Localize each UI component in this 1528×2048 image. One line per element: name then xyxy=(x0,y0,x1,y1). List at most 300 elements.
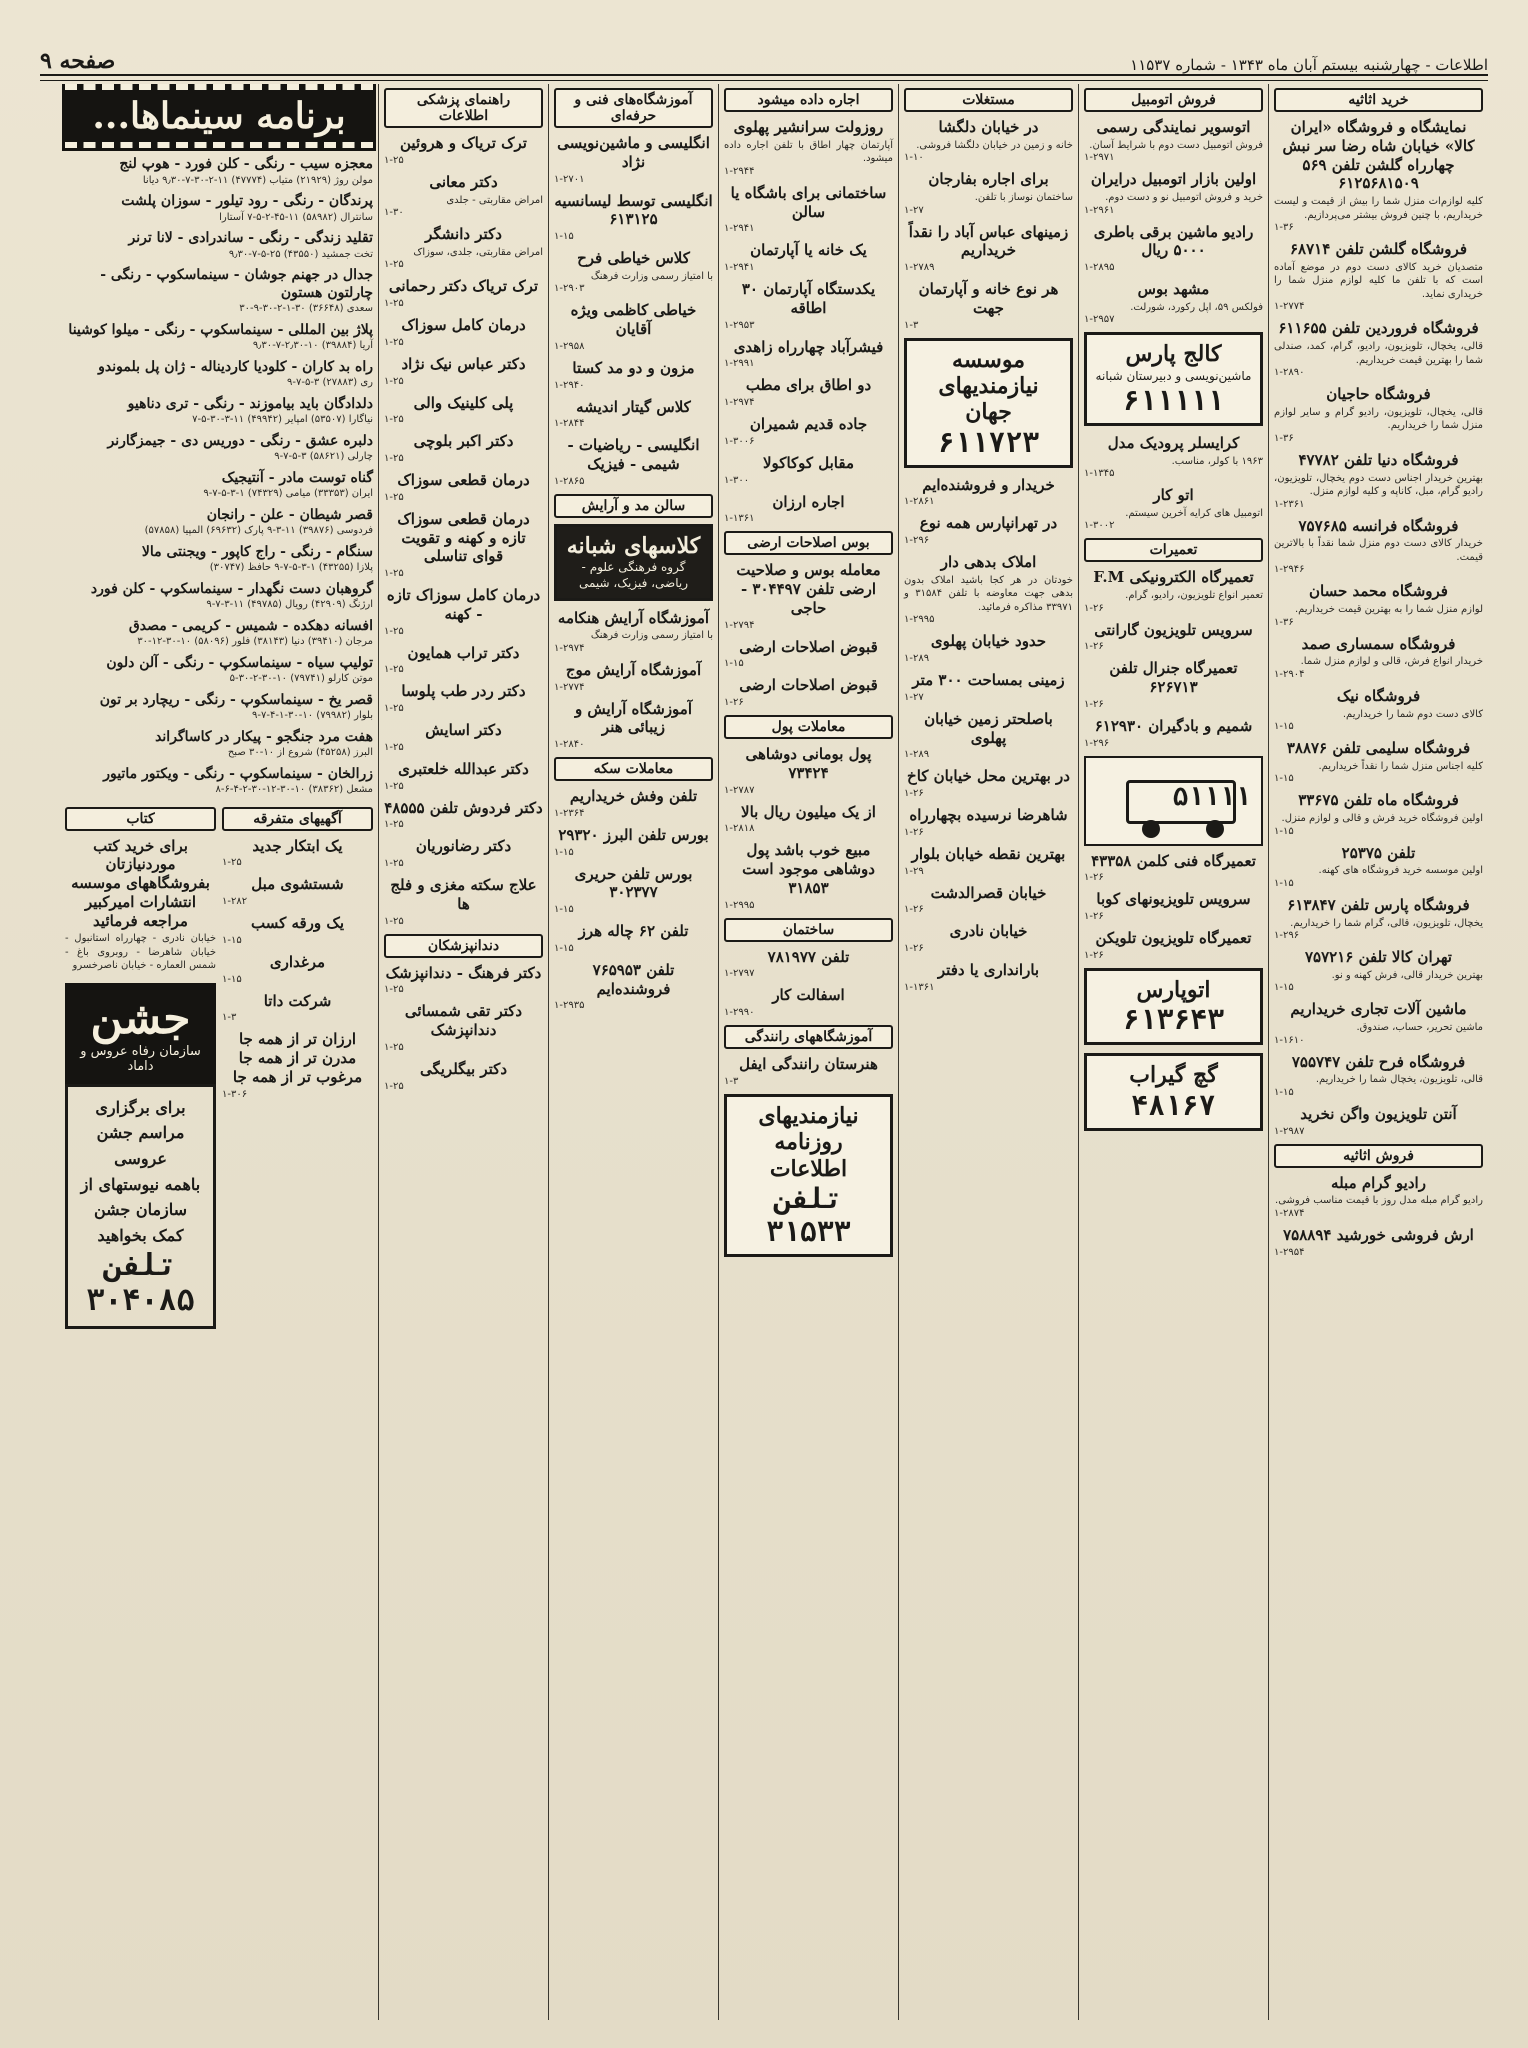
ad-title: فروشگاه دنیا تلفن ۴۷۷۸۲ xyxy=(1298,450,1459,469)
ad-body: قالی، یخچال، تلویزیون، رادیو، گرام، کمد، صندلی شما را بهترین قیمت خریداریم. xyxy=(1274,341,1483,366)
classified-ad xyxy=(554,301,713,352)
ad-title: فروشگاه حاجیان xyxy=(1326,385,1431,403)
ad-title: درمان قطعی سوزاک xyxy=(397,471,530,489)
wheel-icon xyxy=(1142,820,1160,838)
classified-ad xyxy=(1274,1226,1483,1258)
ad-title: تعمیرگاه الکترونیکی F.M xyxy=(1093,568,1254,587)
ad-title: ساختمانی برای باشگاه یا سالن xyxy=(730,183,887,221)
ad-code: ۱-۲۶ xyxy=(1084,872,1104,884)
ad-code: ۱-۲۵ xyxy=(384,154,404,166)
ad-body: با امتیاز رسمی وزارت فرهنگ xyxy=(590,630,713,642)
ad-code: ۱-۲۵ xyxy=(384,858,404,869)
ad-title: تهران کالا تلفن ۷۵۷۲۱۶ xyxy=(1305,948,1452,966)
ad-title: درمان قطعی سوزاک تازه و کهنه و تقویت قوای تناسلی xyxy=(397,509,530,566)
ad-title: درمان کامل سوزاک xyxy=(401,316,526,334)
classified-ad xyxy=(384,876,543,927)
classified-ad xyxy=(554,249,713,294)
ad-code: ۱-۲۹۵۸ xyxy=(554,340,585,352)
ad-title: یکدستگاه آپارتمان ۳۰ اطاقه xyxy=(741,280,876,317)
classified-ad xyxy=(222,837,373,869)
ad-title: حدود خیابان پهلوی xyxy=(930,632,1047,651)
classified-ad xyxy=(904,223,1073,274)
film-times: تخت جمشید (۴۳۵۵۰) ۲۵-۵-۷-۹٫۳۰ xyxy=(228,248,373,260)
film-times: پلازا (۴۳۲۵۵) ۱-۳-۵-۷-۹ حافظ (۳۰۷۴۷) xyxy=(209,562,373,573)
ad-title: مبیع خوب باشد پول دوشاهی موجود است ۳۱۸۵۳ xyxy=(742,841,875,897)
ad-title: دکتر رضانوریان xyxy=(415,837,512,856)
display-ad-recruit xyxy=(904,338,1073,468)
classified-ad xyxy=(1084,170,1263,215)
ad-code: ۱-۲۵ xyxy=(384,1041,404,1053)
ad-code: ۱-۲۹۴۰ xyxy=(554,379,585,391)
ad-code: ۱-۲۷ xyxy=(904,204,924,216)
classified-ad xyxy=(554,700,713,751)
film-title: دلبره عشق - رنگی - دوریس دی - جیمزگارنر xyxy=(107,432,373,449)
ad-code: ۱-۲۵ xyxy=(384,1080,404,1092)
classified-ad xyxy=(384,471,543,503)
classifieds-columns xyxy=(40,84,1488,2020)
classified-ad xyxy=(904,806,1073,838)
classified-ad xyxy=(554,865,713,916)
ad-code: ۱-۲۵ xyxy=(222,857,242,869)
classified-ad xyxy=(724,841,893,910)
ad-title: تعمیرگاه تلویزیون تلویکن xyxy=(1095,929,1252,948)
film-times: البرز (۴۵۲۵۸) شروع از ۱۰-۳۰ صبح xyxy=(227,747,373,758)
classified-ad xyxy=(1274,240,1483,312)
section-heading: آموزشگاههای رانندگی xyxy=(724,1025,893,1049)
classified-ad xyxy=(1084,659,1263,710)
ad-code: ۱-۲۵ xyxy=(384,819,404,831)
ad-title: ماشین آلات تجاری خریداریم xyxy=(1290,1000,1467,1019)
ad-title: کرایسلر پرودیک مدل xyxy=(1107,433,1240,452)
classified-ad xyxy=(384,316,543,348)
ad-title: رادیو گرام مبله xyxy=(1331,1173,1426,1192)
ad-body: خرید و فروش اتومبیل نو و دست دوم. xyxy=(1105,192,1263,203)
section-heading: راهنمای پزشکی اطلاعات xyxy=(384,88,543,128)
ad-code: ۱-۳۰۰۲ xyxy=(1084,520,1115,532)
cinema-banner: برنامه سینماها... xyxy=(65,84,373,148)
film-title: تقلید زندگی - رنگی - ساندرادی - لانا ترنر xyxy=(128,230,373,246)
delivery-truck-ad xyxy=(1084,756,1263,846)
ad-body: خریدار کالای دست دوم منزل شما نقداً با بالاترین قیمت. xyxy=(1274,538,1483,563)
jashn-org: سازمان رفاه عروس و داماد xyxy=(80,1043,201,1074)
classified-ad xyxy=(904,476,1073,508)
ad-code: ۱-۲۸۹۵ xyxy=(1084,262,1115,273)
ad-code: ۱-۲۵ xyxy=(384,259,404,271)
ad-title: دکتر تقی شمسائی دندانپزشک xyxy=(404,1002,523,1039)
classified-ad xyxy=(904,170,1073,215)
film-listing xyxy=(65,507,373,538)
ad-code: ۱-۳۰۶ xyxy=(222,1088,248,1100)
film-title: راه بد کاران - کلودیا کاردیناله - ژان پل بلموندو xyxy=(98,358,373,375)
ad-code: ۱-۲۶ xyxy=(1084,698,1104,710)
column-cars xyxy=(1078,84,1268,2020)
ad-code: ۱-۲۹۰۳ xyxy=(554,283,585,295)
ad-title: فروشگاه فرانسه ۷۵۷۶۸۵ xyxy=(1298,516,1459,535)
ad-title: معامله بوس و صلاحیت ارضی تلفن ۳۰۴۴۹۷ - حاجی xyxy=(736,561,881,617)
film-title: گروهبان دست نگهدار - سینماسکوپ - کلن فورد xyxy=(90,580,373,597)
ad-code: ۱-۱۵ xyxy=(554,846,574,858)
ad-code: ۱-۲۹۹۵ xyxy=(724,899,755,911)
classified-ad xyxy=(1084,434,1263,479)
ad-code: ۱-۱۶۱۰ xyxy=(1274,1034,1305,1046)
ad-title: اتوسویر نمایندگی رسمی xyxy=(1096,118,1251,136)
section-heading: ساختمان xyxy=(724,918,893,942)
ad-body: با امتیاز رسمی وزارت فرهنگ xyxy=(590,270,713,282)
cinema-bottom xyxy=(65,803,373,1330)
ad-code: ۱-۲۹۶ xyxy=(1084,737,1110,749)
ad-code: ۱-۲۹ xyxy=(904,865,924,877)
display-ad-phone: ۶۱۳۶۴۳ xyxy=(1122,1003,1225,1037)
ad-code: ۱-۳۶ xyxy=(1274,432,1294,444)
classified-ad xyxy=(384,277,543,309)
ad-code: ۱-۲۶ xyxy=(1084,602,1104,614)
ad-code: ۱-۲۶ xyxy=(904,826,924,838)
ad-title: نمایشگاه و فروشگاه «ایران کالا» خیابان شاه ‌رضا سر نبش چهارراه گلشن تلفن ۵۶۹‍ ۶۱۲۵۶۸۱۵۰۹ xyxy=(1282,118,1475,193)
film-times: آریا (۳۹۸۸۴) ۱۰-۲٫۳۰-۷-۹٫۳۰ xyxy=(252,340,373,351)
ad-title: تلفن ۶۲ چاله هرز xyxy=(578,922,689,941)
ad-title: سرویس تلویزیون گارانتی xyxy=(1094,620,1253,639)
ad-title: جاده قدیم شمیران xyxy=(749,415,868,433)
ad-code: ۱-۲۹۸۷ xyxy=(1274,1125,1305,1137)
ad-body: امراض مقاربتی - جلدی xyxy=(446,194,543,206)
ad-title: تعمیرگاه فنی کلمن ۴۳۳۵۸ xyxy=(1091,851,1256,870)
column-rent xyxy=(718,84,898,2020)
display-ad-autopars xyxy=(1084,968,1263,1045)
film-listing xyxy=(65,766,373,797)
film-times: بلوار (۷۹۹۸۲) ۱۰-۳۰-۱-۴-۷-۹ xyxy=(252,710,373,721)
classified-ad xyxy=(384,964,543,996)
film-times: ارژنگ (۴۲۹۰۹) رویال (۴۹۷۸۵) ۱۱-۳-۷-۹ xyxy=(206,599,373,610)
ad-body: ساختمان نوساز با تلفن. xyxy=(974,192,1073,203)
ad-code: ۱-۲۵ xyxy=(384,625,404,637)
ad-code: ۱-۲۵ xyxy=(384,703,404,714)
jashn-logo-box xyxy=(65,983,216,1084)
ad-code: ۱-۲۹۷۴ xyxy=(554,642,585,654)
classified-ad xyxy=(384,1002,543,1053)
wheel-icon xyxy=(1206,820,1224,838)
classified-ad xyxy=(384,355,543,387)
ad-body: امراض مقاربتی، جلدی، سوزاک xyxy=(413,246,543,258)
ad-code: ۱-۲۹۹۱ xyxy=(724,358,755,370)
ad-code: ۱-۱۵ xyxy=(554,231,574,242)
ad-code: ۱-۲۷۷۴ xyxy=(1274,301,1305,313)
ad-code: ۱-۲۶ xyxy=(904,943,924,955)
misc-ads xyxy=(222,837,373,1100)
classified-ad xyxy=(1274,1053,1483,1098)
ad-code: ۱-۲۷۸۹ xyxy=(904,262,935,273)
ad-code: ۱-۲۹۹۵ xyxy=(904,614,935,626)
classified-ad xyxy=(1084,890,1263,922)
classified-ad xyxy=(1274,844,1483,889)
ad-code: ۱-۲۹۰۴ xyxy=(1274,668,1305,680)
ad-code: ۱-۱۵ xyxy=(1274,721,1294,732)
ad-title: پلی کلینیک والی xyxy=(413,393,514,412)
ad-title: فروشگاه محمد حسان xyxy=(1309,582,1448,601)
classified-ad xyxy=(1274,385,1483,444)
ad-title: تلفن ۲۵۳۷۵ xyxy=(1341,843,1416,862)
ad-title: ترک تریاک و هروئین xyxy=(400,134,527,152)
classified-ad xyxy=(904,671,1073,703)
ad-title: انگلیسی و ماشین‌نویسی نژاد xyxy=(557,134,710,171)
ad-code: ۱-۲۳۶۱ xyxy=(1274,498,1305,510)
film-times: موتن کارلو (۷۹۷۴۱) ۱۰-۳۰-۲-۳۰-۵ xyxy=(229,673,373,684)
classified-ad xyxy=(1274,1174,1483,1219)
film-listing xyxy=(65,544,373,575)
ad-code: ۱-۲۵ xyxy=(384,984,404,996)
ad-title: در بهترین محل خیابان کاخ xyxy=(907,767,1070,786)
classified-ad xyxy=(554,826,713,858)
ad-code: ۱-۲۶ xyxy=(1084,641,1104,653)
classified-ad xyxy=(384,682,543,714)
ad-code: ۱-۲۵ xyxy=(384,414,404,426)
ad-code: ۱-۲۸۹ xyxy=(904,653,930,665)
ad-title: شاهرضا نرسیده بچهارراه xyxy=(909,806,1068,825)
ad-code: ۱-۱۵ xyxy=(554,942,574,954)
ad-code: ۱-۲۹۹۰ xyxy=(724,1007,755,1018)
classified-ad xyxy=(554,922,713,954)
classified-ad xyxy=(1084,929,1263,961)
ad-title: خیابان قصرالدشت xyxy=(930,883,1047,902)
classified-ad xyxy=(222,953,373,985)
classified-ad xyxy=(724,338,893,370)
ad-title: دکتر اکبر بلوچی xyxy=(413,432,514,451)
ad-title: کلاس خیاطی فرح xyxy=(577,249,690,267)
classified-ad xyxy=(384,837,543,869)
ad-title: تلفن ۷۸۱۹۷۷ xyxy=(767,947,850,966)
classified-ad xyxy=(222,1030,373,1099)
film-listing xyxy=(65,193,373,224)
ad-code: ۱-۲۶ xyxy=(1084,911,1104,923)
ad-code: ۱-۲۹۶۱ xyxy=(1084,204,1115,216)
film-listing xyxy=(65,729,373,760)
film-times: نیاگارا (۵۳۵۰۷) امپایر (۴۹۹۴۲) ۱۱-۳-۳۰-۵-۷ xyxy=(192,414,373,425)
ad-title: تعمیرگاه جنرال تلفن ۶۲۶۷۱۳ xyxy=(1109,659,1238,697)
classified-ad xyxy=(724,638,893,670)
classified-ad xyxy=(1274,319,1483,378)
ad-code: ۱-۲۳۶۴ xyxy=(554,807,585,819)
ad-code: ۱-۲۸۴۰ xyxy=(554,739,585,751)
classified-ad xyxy=(384,394,543,426)
classified-ad xyxy=(724,376,893,408)
ad-title: هر نوع خانه و آپارتمان جهت xyxy=(918,280,1059,317)
ad-body: اولین فروشگاه خرید فرش و قالی و لوازم منزل. xyxy=(1281,813,1483,824)
ad-code: ۱-۲۷۷۴ xyxy=(554,681,585,693)
ad-title: ارزان تر از همه جا مدرن تر از همه جا مرغوب تر از همه جا xyxy=(232,1030,363,1086)
ad-body: خریدار انواع فرش، قالی و لوازم منزل شما. xyxy=(1300,656,1483,668)
ad-title: تلفن ۷۶۵۹۵۳ فروشنده‌ایم xyxy=(592,960,675,998)
ad-code: ۱-۲۸۹ xyxy=(904,749,930,761)
jashn-line-3: باهمه نیوستهای از xyxy=(80,1174,201,1194)
classified-ad xyxy=(384,799,543,831)
ad-title: پول بومانی دوشاهی ۷۳۴۲۴ xyxy=(745,745,872,782)
ad-code: ۱-۲۹۴۴ xyxy=(724,165,755,177)
display-ad-tutoring xyxy=(554,524,713,601)
ad-body: بهترین خریدار قالی، فرش کهنه و نو. xyxy=(1331,969,1483,981)
classified-ad xyxy=(554,961,713,1012)
display-ad-kaj xyxy=(1084,1053,1263,1130)
ad-body: کالای دست دوم شما را خریداریم. xyxy=(1342,708,1483,720)
ad-code: ۱-۱۳۶۱ xyxy=(724,513,755,525)
ad-title: شرکت داتا xyxy=(263,991,332,1010)
ad-code: ۱-۱۵ xyxy=(1274,825,1294,837)
classified-ad xyxy=(554,359,713,391)
ad-title: شمیم و بادگیران ۶۱۲۹۳۰ xyxy=(1094,716,1253,735)
ad-code: ۱-۳ xyxy=(724,1075,739,1087)
ad-body: کلیه لوازم‌ات منزل شما را بیش از قیمت و لیست خریداریم، با چنین فروش بیشتر می‌پردازیم. xyxy=(1274,196,1483,221)
ad-code: ۱-۲۹۴۱ xyxy=(724,223,755,235)
classified-ad xyxy=(724,184,893,235)
display-ad-college xyxy=(1084,332,1263,426)
classified-ad xyxy=(222,914,373,946)
film-listing xyxy=(65,581,373,612)
ad-title: مرغداری xyxy=(269,952,326,971)
film-listing xyxy=(65,156,373,187)
ad-code: ۱-۲۵ xyxy=(384,375,404,387)
film-listing xyxy=(65,470,373,501)
display-ad-phone: ۶۱۱۱۱۱ xyxy=(1122,383,1225,417)
classified-ad xyxy=(384,760,543,792)
film-title: جدال در جهنم جوشان - سینماسکوپ - رنگی - چارلتون هستون xyxy=(100,267,373,301)
film-title: سنگام - رنگی - راج کاپور - ویجنتی مالا xyxy=(141,543,373,560)
ad-code: ۱-۱۵ xyxy=(1274,1086,1294,1098)
ad-title: در خیابان دلگشا xyxy=(938,118,1039,136)
ad-title: خیابان نادری xyxy=(949,922,1028,941)
ad-code: ۱-۳ xyxy=(904,319,919,331)
misc-section xyxy=(222,803,373,1330)
ad-title: دو اطاق برای مطب xyxy=(745,376,872,395)
ad-title: بورس تلفن البرز ۲۹۳۲۰ xyxy=(558,825,709,844)
ad-title: انگلیسی توسط لیسانسیه ۶۱۳۱۲۵ xyxy=(554,191,713,229)
ad-title: در تهرانپارس همه نوع xyxy=(919,514,1058,533)
column-medical xyxy=(378,84,548,2020)
classified-ad xyxy=(1274,635,1483,680)
ad-code: ۱-۳۰۰۶ xyxy=(724,435,755,447)
classified-ad xyxy=(1274,791,1483,836)
section-heading: معاملات پول xyxy=(724,715,893,739)
classified-ad xyxy=(724,415,893,447)
classified-ad xyxy=(1274,582,1483,627)
classified-ad xyxy=(554,661,713,693)
classified-ad xyxy=(1274,118,1483,233)
ad-code: ۱-۱۵ xyxy=(222,934,242,946)
display-ad-title: کالج پارس xyxy=(1125,341,1222,368)
books-heading: کتاب xyxy=(65,807,216,831)
ad-body: قالی، تلویزیون، یخچال شما را خریداریم. xyxy=(1315,1074,1483,1086)
section-heading: سالن مد و آرایش xyxy=(554,494,713,518)
film-times: ری (۲۷۸۸۳) ۳-۵-۷-۹ xyxy=(286,377,373,388)
film-listing xyxy=(65,359,373,390)
ad-title: درمان کامل سوزاک تازه - کهنه xyxy=(386,586,541,623)
film-title: تولیپ سیاه - سینماسکوپ - رنگی - آلن دلون xyxy=(106,654,373,671)
ad-code: ۱-۲۷ xyxy=(904,691,924,703)
display-ad-needs xyxy=(724,1094,893,1257)
jashn-logo: جشن xyxy=(90,992,191,1044)
classified-ad xyxy=(724,1055,893,1087)
books-ad xyxy=(65,837,216,973)
ad-body: کلیه اجناس منزل شما را نقداً خریداریم. xyxy=(1318,760,1483,772)
display-ad-title: نیازمندیهای روزنامه اطلاعات xyxy=(758,1102,859,1182)
truck-phone: ۵۱۱۱۱ xyxy=(1172,781,1251,812)
ad-code: ۱-۲۵ xyxy=(384,915,404,927)
classified-ad xyxy=(1274,1105,1483,1137)
display-ad-phone: تلفن ۳۱۵۳۳ xyxy=(766,1181,851,1248)
column-schools xyxy=(548,84,718,2020)
ad-title: باصلحتر زمین خیابان پهلوی xyxy=(924,709,1053,747)
ad-title: اولین بازار اتومبیل درایران xyxy=(1090,170,1257,189)
ad-code: ۱-۱۵ xyxy=(724,658,744,670)
classified-ad xyxy=(724,986,893,1018)
ad-title: ترک تریاک دکتر رحمانی xyxy=(388,277,539,296)
classified-ad xyxy=(1084,280,1263,325)
ad-title: دکتر عبدالله خلعتبری xyxy=(398,759,529,778)
jashn-line-1: برای برگزاری xyxy=(95,1097,186,1117)
column-realestate xyxy=(898,84,1078,2020)
classified-ad xyxy=(1084,486,1263,531)
classified-ad xyxy=(384,1060,543,1092)
ad-code: ۱-۱۵ xyxy=(554,904,574,916)
section-heading: فروش اثاثیه xyxy=(1274,1144,1483,1168)
display-ad-subtitle: گروه فرهنگی علوم - ریاضی، فیزیک، شیمی xyxy=(578,560,689,591)
ad-code: ۱-۲۹۳۵ xyxy=(554,1000,585,1012)
classified-ad xyxy=(384,586,543,637)
ad-title: آموزشگاه آرایش موج xyxy=(565,660,702,679)
film-title: هفت مرد جنگجو - پیکار در کاساگراند xyxy=(155,728,373,745)
classified-ad xyxy=(724,676,893,708)
ad-title: تلفن وفش خریداریم xyxy=(569,787,698,806)
ad-code: ۱-۲۸۱۸ xyxy=(724,823,755,835)
ad-code: ۱-۲۵ xyxy=(384,453,404,464)
ad-code: ۱-۳۰ xyxy=(384,207,404,218)
ad-body: رادیو گرام مبله مدل روز با قیمت مناسب فروشی. xyxy=(1275,1195,1483,1207)
ad-title: قبوض اصلاحات ارضی xyxy=(739,637,878,656)
ad-title: فروشگاه فرح تلفن ۷۵۵۷۴۷ xyxy=(1291,1052,1466,1071)
ad-title: آموزشگاه آرایش و زیبائی هنر xyxy=(574,699,693,737)
display-ad-phone: ۴۸۱۶۷ xyxy=(1131,1088,1216,1122)
classified-ad xyxy=(1274,517,1483,576)
ad-title: فیشرآباد چهارراه زاهدی xyxy=(733,337,884,356)
classified-ad xyxy=(724,241,893,273)
ad-code: ۱-۲۹۷۴ xyxy=(724,397,755,408)
classified-ad xyxy=(1274,739,1483,784)
classified-ad xyxy=(724,745,893,796)
ad-title: مقابل کوکاکولا xyxy=(763,453,854,472)
ad-title: مزون و دو مد کستا xyxy=(572,358,695,377)
film-listing xyxy=(65,692,373,723)
ad-title: فروشگاه سمساری صمد xyxy=(1301,634,1456,653)
ad-code: ۱-۳۶ xyxy=(1274,222,1294,233)
ad-title: خیاطی کاظمی ویژه آقایان xyxy=(570,301,697,338)
film-times: مشعل (۳۸۳۶۲) ۱۰-۳۰-۱۲-۳۰-۲-۴-۶-۸ xyxy=(215,784,373,795)
ad-title: علاج سکته مغزی و فلج ها xyxy=(390,876,537,913)
ad-title: فروشگاه فروردین تلفن ۶۱۱۶۵۵ xyxy=(1278,319,1479,338)
ad-code: ۱-۱۵ xyxy=(1274,982,1294,994)
ad-code: ۱-۱۳۶۱ xyxy=(904,981,935,993)
ad-code: ۱-۱۵ xyxy=(1274,773,1294,785)
ad-title: ارش فروشی خورشید ۷۵۸۸۹۴ xyxy=(1283,1225,1474,1244)
ad-body: یخچال، تلویزیون، قالی، گرام شما را خریداریم. xyxy=(1290,917,1483,929)
classified-ad xyxy=(904,961,1073,993)
books-body: خیابان نادری - چهارراه استانبول - خیابان شاهرضا - روبروی باغ - شمس العماره - خیابان ناصرخسرو xyxy=(65,933,216,972)
classified-ad xyxy=(904,884,1073,916)
ad-title: رادیو ماشین برقی باطری ۵۰۰۰ ریال xyxy=(1093,222,1254,260)
ad-body: خودتان در هر کجا باشید املاک بدون بدهی جهت معاوضه با تلفن ۳۱۵۸۴ و ۳۳۹۷۱ مذاکره فرمائید. xyxy=(904,574,1073,613)
ad-title: کلاس گیتار اندیشه xyxy=(576,397,691,416)
ad-body: تعمیر انواع تلویزیون، رادیو، گرام. xyxy=(1125,590,1263,602)
ad-title: یک ابتکار جدید xyxy=(252,836,343,855)
classified-ad xyxy=(904,553,1073,625)
classified-ad xyxy=(1274,451,1483,510)
ad-title: فروشگاه گلشن تلفن ۶۸۷۱۴ xyxy=(1290,240,1467,258)
